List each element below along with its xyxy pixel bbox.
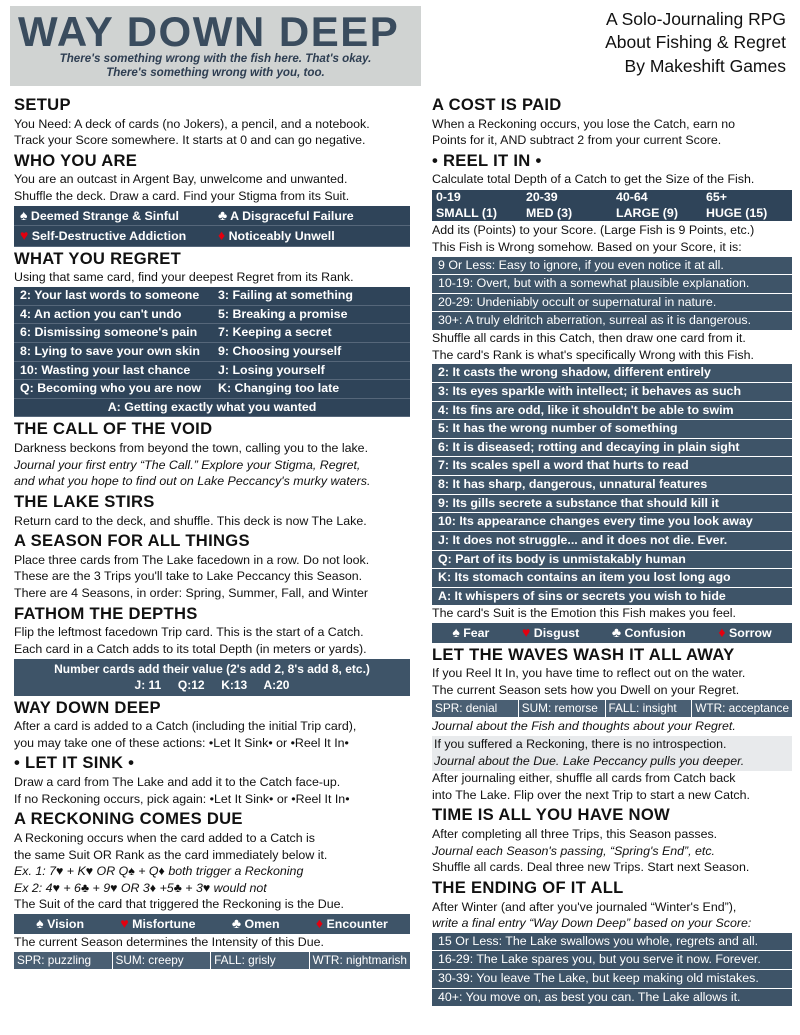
- left-column: [14, 93, 410, 971]
- wrongness-item: 30+: A truly eldritch aberration, surreal as it is dangerous.: [432, 312, 792, 330]
- size-range: 20-39: [526, 190, 558, 205]
- wrong-item: 2: It casts the wrong shadow, different entirely: [432, 364, 792, 382]
- who-heading: WHO YOU ARE: [14, 150, 138, 170]
- wrong-item: A: It whispers of sins or secrets you wish to hide: [432, 588, 792, 606]
- void-heading: THE CALL OF THE VOID: [14, 419, 213, 439]
- reckoning-heading: A RECKONING COMES DUE: [14, 809, 243, 829]
- size-range: 65+: [706, 190, 728, 205]
- regret-item: 8: Lying to save your own skin: [14, 343, 212, 362]
- wrong-item: 7: Its scales spell a word that hurts to read: [432, 457, 792, 475]
- wrongness-item: 10-19: Overt, but with a somewhat plausible explanation.: [432, 275, 792, 293]
- spade-icon: ♠: [36, 915, 44, 931]
- subtitle-3: By Makeshift Games: [624, 55, 786, 76]
- season-line-1: Place three cards from The Lake facedown in a row. Do not look.: [14, 552, 370, 567]
- sink-line-2: If no Reckoning occurs, pick again: •Let It Sink• or •Reel It In•: [14, 791, 350, 806]
- ending-line-1: After Winter (and after you've journaled “Winter's End”),: [432, 899, 737, 914]
- regret-item: 6: Dismissing someone's pain: [14, 324, 212, 343]
- reel-line-6: The card's Suit is the Emotion this Fish makes you feel.: [432, 606, 737, 621]
- ending-heading: THE ENDING OF IT ALL: [432, 877, 624, 897]
- setup-line-2: Track your Score somewhere. It starts at 0 and can go negative.: [14, 133, 366, 148]
- stirs-heading: THE LAKE STIRS: [14, 491, 155, 511]
- diamond-icon: ♦: [315, 915, 324, 931]
- cost-line-1: When a Reckoning occurs, you lose the Catch, earn no: [432, 116, 736, 131]
- wrong-item: 5: It has the wrong number of something: [432, 420, 792, 438]
- due-spades: [36, 915, 84, 933]
- reckoning-note: [432, 736, 792, 771]
- regret-item: 4: An action you can't undo: [14, 306, 212, 325]
- wrong-item: J: It does not struggle... and it does not die. Ever.: [432, 532, 792, 550]
- waves-line-4: If you suffered a Reckoning, there is no introspection.: [434, 736, 727, 751]
- void-line-3: and what you hope to find out on Lake Peccancy's murky waters.: [14, 474, 371, 489]
- due-diamonds: [316, 915, 388, 933]
- waves-line-1: If you Reel It In, you have time to reflect out on the water.: [432, 666, 746, 681]
- waves-line-5: Journal about the Due. Lake Peccancy pulls you deeper.: [434, 753, 745, 768]
- diamond-icon: ♦: [218, 227, 226, 244]
- right-column: [432, 93, 792, 1007]
- diamond-icon: ♦: [718, 624, 726, 641]
- depth-face-values: J: 11 Q:12 K:13 A:20: [134, 677, 290, 692]
- reckoning-line-4: The current Season determines the Intensity of this Due.: [14, 934, 324, 949]
- due-label: Misfortune: [132, 917, 196, 931]
- due-label: Encounter: [326, 917, 388, 931]
- subtitle-2: About Fishing & Regret: [605, 32, 786, 53]
- sink-line-1: Draw a card from The Lake and add it to the Catch face-up.: [14, 775, 341, 790]
- reel-line-1: Calculate total Depth of a Catch to get the Size of the Fish.: [432, 172, 755, 187]
- dwell-fall: FALL: insight: [606, 700, 692, 717]
- void-line-1: Darkness beckons from beyond the town, calling you to the lake.: [14, 441, 369, 456]
- wrong-item: K: Its stomach contains an item you lost long ago: [432, 569, 792, 587]
- size-label: SMALL (1): [436, 205, 498, 220]
- waves-heading: LET THE WAVES WASH IT ALL AWAY: [432, 644, 735, 664]
- emotion-label: Confusion: [624, 626, 686, 641]
- regret-item: 5: Breaking a promise: [212, 306, 410, 325]
- due-table: [14, 914, 410, 934]
- stigma-clubs: [212, 206, 410, 227]
- time-line-3: Shuffle all cards. Deal three new Trips. Start next Season.: [432, 860, 750, 875]
- ending-item: 16-29: The Lake spares you, but you serve it now. Forever.: [432, 951, 792, 969]
- stirs-line: Return card to the deck, and shuffle. This deck is now The Lake.: [14, 513, 367, 528]
- cost-heading: A COST IS PAID: [432, 95, 562, 114]
- wrong-item: 8: It has sharp, dangerous, unnatural features: [432, 476, 792, 494]
- cost-line-2: Points for it, AND subtract 2 from your current Score.: [432, 133, 722, 148]
- intensity-summer: SUM: creepy: [113, 952, 211, 969]
- due-clubs: [232, 915, 280, 933]
- reckoning-example-1: Ex. 1: 7♥ + K♥ OR Q♠ + Q♦ both trigger a Reckoning: [14, 864, 304, 879]
- dwell-winter: WTR: acceptance: [692, 700, 792, 717]
- size-label: HUGE (15): [706, 205, 768, 220]
- emotion-label: Fear: [463, 626, 490, 641]
- emotion-hearts: [522, 624, 579, 642]
- title-banner: [10, 6, 421, 86]
- season-heading: A SEASON FOR ALL THINGS: [14, 531, 250, 551]
- time-line-1: After completing all three Trips, this Season passes.: [432, 827, 718, 842]
- reckoning-line-1: A Reckoning occurs when the card added to a Catch is: [14, 830, 315, 845]
- reel-line-3: This Fish is Wrong somehow. Based on your Score, it is:: [432, 239, 742, 254]
- subtitle: [474, 8, 786, 78]
- size-label: LARGE (9): [616, 205, 678, 220]
- reckoning-line-2: the same Suit OR Rank as the card immediately below it.: [14, 847, 328, 862]
- stigma-spades: [14, 206, 212, 227]
- regret-item: 9: Choosing yourself: [212, 343, 410, 362]
- regret-item: 10: Wasting your last chance: [14, 362, 212, 381]
- heart-icon: ♥: [20, 227, 29, 244]
- ending-item: 15 Or Less: The Lake swallows you whole, regrets and all.: [432, 933, 792, 951]
- regret-item: J: Losing yourself: [212, 362, 410, 381]
- regret-item: 3: Failing at something: [212, 287, 410, 306]
- regret-heading: WHAT YOU REGRET: [14, 248, 182, 268]
- heart-icon: ♥: [522, 624, 531, 641]
- club-icon: ♣: [231, 915, 241, 931]
- regret-item: 7: Keeping a secret: [212, 324, 410, 343]
- wdd-line-2: you may take one of these actions: •Let It Sink• or •Reel It In•: [14, 735, 349, 750]
- intensity-spring: SPR: puzzling: [14, 952, 112, 969]
- wrong-item: 9: Its gills secrete a substance that should kill it: [432, 495, 792, 513]
- reel-line-5: The card's Rank is what's specifically Wrong with this Fish.: [432, 347, 754, 362]
- dwell-summer: SUM: remorse: [519, 700, 605, 717]
- emotion-label: Disgust: [533, 626, 580, 641]
- wrong-item: 3: Its eyes sparkle with intellect; it behaves as such: [432, 383, 792, 401]
- season-line-3: There are 4 Seasons, in order: Spring, Summer, Fall, and Winter: [14, 585, 368, 600]
- waves-line-3: Journal about the Fish and thoughts about your Regret.: [432, 719, 736, 734]
- size-range: 40-64: [616, 190, 648, 205]
- reckoning-line-3: The Suit of the card that triggered the Reckoning is the Due.: [14, 897, 344, 912]
- emotion-spades: [452, 624, 489, 642]
- stigma-label: Deemed Strange & Sinful: [30, 208, 179, 223]
- ending-item: 30-39: You leave The Lake, but keep making old mistakes.: [432, 970, 792, 988]
- due-label: Vision: [47, 917, 85, 931]
- stigma-diamonds: [212, 226, 410, 247]
- emotion-diamonds: [718, 624, 771, 642]
- regret-ace: A: Getting exactly what you wanted: [14, 399, 410, 418]
- regret-table: [14, 287, 410, 417]
- dwell-table: [432, 700, 792, 717]
- regret-item: Q: Becoming who you are now: [14, 380, 212, 399]
- intensity-winter: WTR: nightmarish: [310, 952, 410, 969]
- wrong-item: 4: Its fins are odd, like it shouldn't be able to swim: [432, 402, 792, 420]
- stigma-label: Noticeably Unwell: [228, 229, 335, 244]
- regret-item: 2: Your last words to someone: [14, 287, 212, 306]
- size-label: MED (3): [526, 205, 573, 220]
- size-range: 0-19: [436, 190, 461, 205]
- spade-icon: ♠: [452, 624, 460, 641]
- intensity-fall: FALL: grisly: [211, 952, 309, 969]
- game-title: WAY DOWN DEEP: [18, 8, 400, 55]
- stigma-label: Self-Destructive Addiction: [31, 229, 187, 244]
- wdd-heading: WAY DOWN DEEP: [14, 697, 161, 717]
- fathom-line-1: Flip the leftmost facedown Trip card. This is the start of a Catch.: [14, 625, 364, 640]
- setup-heading: SETUP: [14, 95, 71, 114]
- emotion-table: [432, 623, 792, 643]
- wrongness-item: 20-29: Undeniably occult or supernatural in nature.: [432, 294, 792, 312]
- tagline-1: There's something wrong with the fish here. That's okay.: [59, 52, 372, 65]
- regret-line: Using that same card, find your deepest Regret from its Rank.: [14, 270, 354, 285]
- wrongness-item: 9 Or Less: Easy to ignore, if you even notice it at all.: [432, 257, 792, 275]
- tagline: [10, 52, 421, 81]
- depth-number-rule: Number cards add their value (2's add 2, 8's add 8, etc.): [54, 662, 370, 677]
- heart-icon: ♥: [120, 915, 129, 931]
- fathom-line-2: Each card in a Catch adds to its total Depth (in meters or yards).: [14, 641, 367, 656]
- time-line-2: Journal each Season's passing, “Spring's End”, etc.: [432, 843, 715, 858]
- dwell-spring: SPR: denial: [432, 700, 518, 717]
- reel-line-4: Shuffle all cards in this Catch, then draw one card from it.: [432, 331, 746, 346]
- wrong-item: Q: Part of its body is unmistakably human: [432, 551, 792, 569]
- who-line-2: Shuffle the deck. Draw a card. Find your Stigma from its Suit.: [14, 189, 350, 204]
- reel-line-2: Add its (Points) to your Score. (Large Fish is 9 Points, etc.): [432, 223, 755, 238]
- reckoning-example-2: Ex 2: 4♥ + 6♣ + 9♥ OR 3♦ +5♣ + 3♥ would not: [14, 880, 267, 895]
- setup-line-1: You Need: A deck of cards (no Jokers), a pencil, and a notebook.: [14, 116, 370, 131]
- who-line-1: You are an outcast in Argent Bay, unwelcome and unwanted.: [14, 172, 348, 187]
- emotion-clubs: [612, 624, 686, 642]
- tagline-2: There's something wrong with you, too.: [106, 66, 325, 80]
- club-icon: ♣: [218, 206, 228, 223]
- stigma-hearts: [14, 226, 212, 247]
- waves-line-7: into The Lake. Flip over the next Trip to start a new Catch.: [432, 787, 750, 802]
- ending-table: [432, 933, 792, 1007]
- intensity-table: [14, 952, 410, 969]
- waves-line-6: After journaling either, shuffle all cards from Catch back: [432, 771, 736, 786]
- reel-heading: • REEL IT IN •: [432, 150, 542, 170]
- emotion-label: Sorrow: [728, 626, 772, 641]
- size-ranges: [432, 190, 792, 206]
- size-labels: [432, 206, 792, 222]
- club-icon: ♣: [611, 624, 622, 641]
- stigma-label: A Disgraceful Failure: [230, 208, 354, 223]
- void-line-2: Journal your first entry “The Call.” Explore your Stigma, Regret,: [14, 457, 361, 472]
- regret-item: K: Changing too late: [212, 380, 410, 399]
- subtitle-1: A Solo-Journaling RPG: [606, 9, 786, 29]
- due-label: Omen: [244, 917, 280, 931]
- season-line-2: These are the 3 Trips you'll take to Lake Peccancy this Season.: [14, 569, 363, 584]
- wdd-line-1: After a card is added to a Catch (including the initial Trip card),: [14, 719, 357, 734]
- wrongness-table: [432, 257, 792, 331]
- ending-item: 40+: You move on, as best you can. The Lake allows it.: [432, 989, 792, 1007]
- ending-line-2: write a final entry “Way Down Deep” based on your Score:: [432, 916, 752, 931]
- depth-values-box: [14, 659, 410, 695]
- due-hearts: [120, 915, 195, 933]
- waves-line-2: The current Season sets how you Dwell on your Regret.: [432, 682, 740, 697]
- fathom-heading: FATHOM THE DEPTHS: [14, 603, 198, 623]
- spade-icon: ♠: [20, 206, 28, 223]
- stigma-table: [14, 206, 410, 247]
- wrong-item: 10: Its appearance changes every time you look away: [432, 513, 792, 531]
- time-heading: TIME IS ALL YOU HAVE NOW: [432, 805, 670, 825]
- size-table: [432, 190, 792, 221]
- wrong-item: 6: It is diseased; rotting and decaying in plain sight: [432, 439, 792, 457]
- wrong-feature-table: [432, 364, 792, 605]
- sink-heading: • LET IT SINK •: [14, 753, 135, 773]
